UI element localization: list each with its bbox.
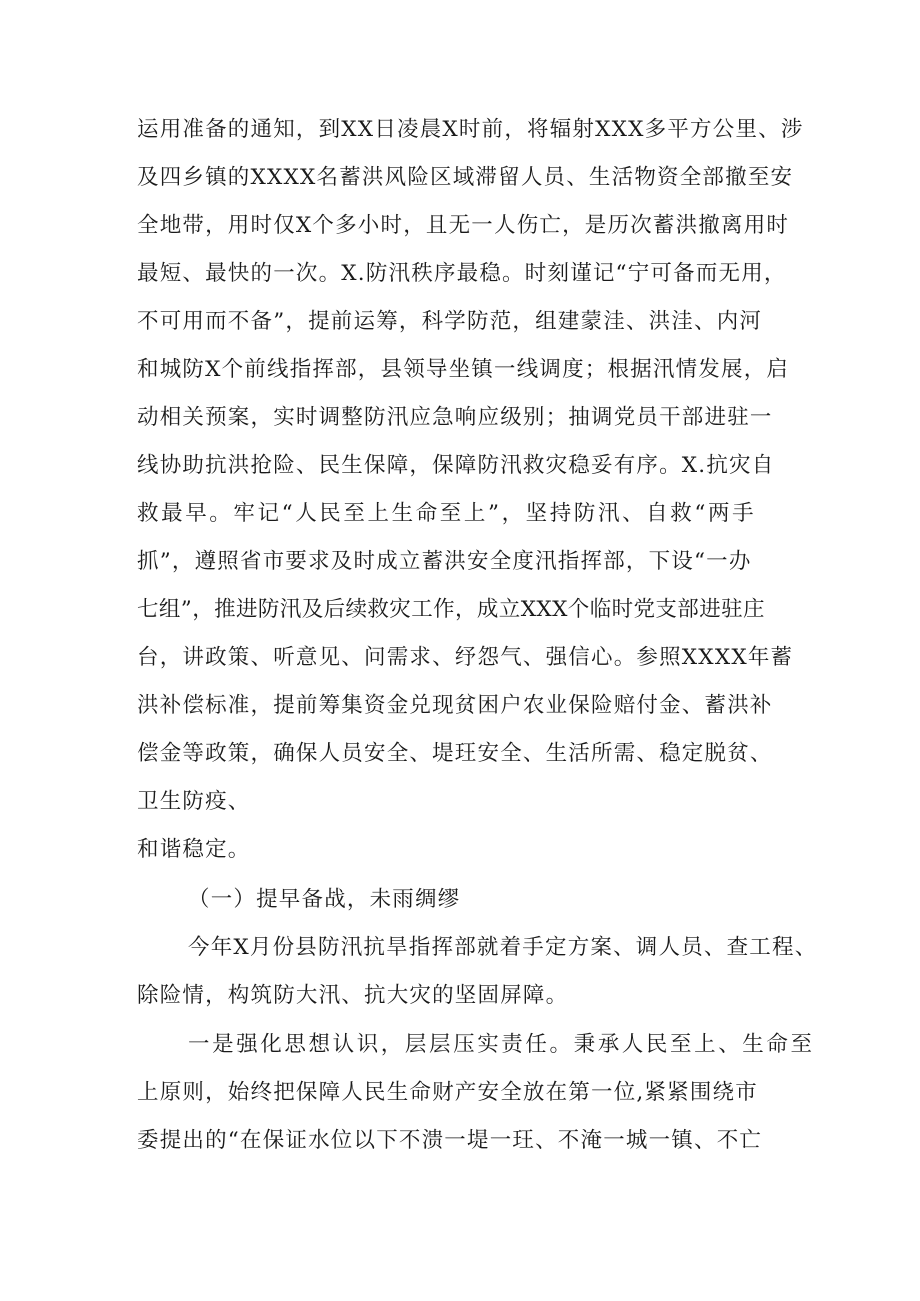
text-line: 运用准备的通知，到XX日凌晨X时前，将辐射XXX多平方公里、涉 (137, 117, 804, 142)
text-line: 今年X月份县防汛抗旱指挥部就着手定方案、调人员、查工程、 (188, 935, 818, 960)
text-line: 全地带，用时仅X个多小时，且无一人伤亡，是历次蓄洪撤离用时 (137, 213, 790, 238)
text-line: 偿金等政策，确保人员安全、堤玨安全、生活所需、稳定脱贫、 (137, 741, 773, 766)
text-line: 卫生防疫、 (137, 789, 251, 814)
text-line: 七组”，推进防汛及后续救灾工作，成立XXX个临时党支部进驻庄 (137, 597, 765, 622)
section-heading: （一）提早备战，未雨绸缪 (188, 887, 461, 912)
text-line: 和城防X个前线指挥部，县领导坐镇一线调度；根据汛情发展，启 (137, 357, 790, 382)
text-line: 动相关预案，实时调整防汛应急响应级别；抽调党员干部进驻一 (137, 405, 773, 430)
text-line: 洪补偿标准，提前筹集资金兑现贫困户农业保险赔付金、蓄洪补 (137, 693, 773, 718)
text-line: 一是强化思想认识，层层压实责任。秉承人民至上、生命至 (188, 1032, 815, 1057)
text-line: 线协助抗洪抢险、民生保障，保障防汛救灾稳妥有序。X.抗灾自 (137, 453, 775, 478)
text-line: 除险情，构筑防大汛、抗大灾的坚固屏障。 (137, 983, 569, 1008)
text-line: 台，讲政策、听意见、问需求、纾怨气、强信心。参照XXXX年蓄 (137, 645, 794, 670)
text-line: 和谐稳定。 (137, 837, 251, 862)
text-line: 最短、最快的一次。X.防汛秩序最稳。时刻谨记“宁可备而无用， (137, 261, 787, 286)
text-line: 委提出的“在保证水位以下不溃一堤一玨、不淹一城一镇、不亡 (137, 1128, 763, 1153)
text-line: 上原则，始终把保障人民生命财产安全放在第一位,紧紧围绕市 (137, 1080, 758, 1105)
text-line: 救最早。牢记“人民至上生命至上”，坚持防汛、自救“两手 (137, 501, 757, 526)
text-line: 抓”，遵照省市要求及时成立蓄洪安全度汛指挥部，下设“一办 (137, 549, 752, 574)
text-line: 及四乡镇的XXXX名蓄洪风险区域滞留人员、生活物资全部撤至安 (137, 165, 794, 190)
text-line: 不可用而不备”，提前运筹，科学防范，组建蒙洼、洪洼、内河 (137, 309, 763, 334)
